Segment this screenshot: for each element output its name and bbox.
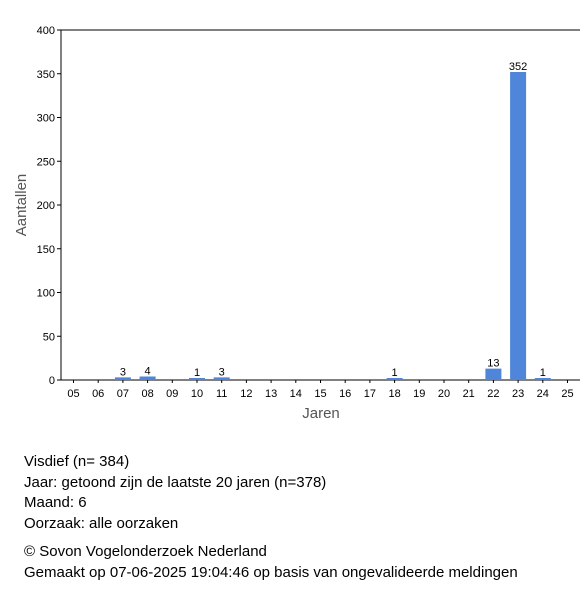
x-tick-label: 05 bbox=[67, 388, 80, 400]
y-tick-label: 300 bbox=[36, 112, 55, 125]
bar bbox=[510, 72, 526, 380]
x-tick-label: 19 bbox=[413, 388, 426, 400]
x-tick-label: 12 bbox=[240, 388, 253, 400]
x-tick-label: 07 bbox=[116, 388, 130, 400]
bar bbox=[485, 369, 501, 380]
x-tick-label: 23 bbox=[511, 388, 525, 400]
y-axis-title: Aantallen bbox=[13, 173, 30, 237]
data-label: 1 bbox=[391, 367, 398, 379]
y-tick-label: 350 bbox=[36, 68, 55, 81]
bars bbox=[115, 61, 551, 380]
x-tick-label: 13 bbox=[264, 388, 278, 400]
x-tick-label: 22 bbox=[487, 388, 500, 400]
x-tick-label: 20 bbox=[437, 388, 451, 400]
month-line: Maand: 6 bbox=[24, 494, 87, 511]
y-tick-label: 100 bbox=[36, 287, 55, 300]
y-tick-label: 150 bbox=[36, 243, 55, 256]
x-tick-label: 24 bbox=[536, 388, 549, 400]
x-tick-label: 16 bbox=[339, 388, 352, 400]
generated-line: Gemaakt op 07-06-2025 19:04:46 op basis van ongevalideerde meldingen bbox=[24, 563, 518, 581]
x-tick-label: 14 bbox=[289, 388, 302, 400]
y-tick-label: 50 bbox=[42, 331, 55, 344]
x-tick-label: 15 bbox=[314, 388, 327, 400]
x-tick-label: 17 bbox=[363, 388, 377, 400]
x-tick-label: 25 bbox=[561, 388, 574, 400]
data-label: 352 bbox=[508, 61, 528, 73]
y-tick-label: 0 bbox=[48, 375, 55, 387]
x-tick-label: 10 bbox=[190, 388, 204, 400]
y-tick-label: 200 bbox=[36, 200, 55, 212]
data-label: 3 bbox=[218, 366, 225, 379]
x-tick-label: 21 bbox=[462, 388, 475, 400]
y-axis bbox=[37, 25, 580, 387]
x-tick-label: 06 bbox=[92, 388, 105, 400]
x-tick-label: 09 bbox=[166, 388, 179, 400]
data-label: 13 bbox=[487, 357, 500, 370]
copyright-line: © Sovon Vogelonderzoek Nederland bbox=[24, 543, 267, 560]
y-tick-label: 400 bbox=[36, 25, 55, 37]
data-label: 4 bbox=[144, 365, 151, 378]
chart-info bbox=[24, 452, 518, 583]
x-tick-label: 11 bbox=[215, 388, 228, 400]
cause-line: Oorzaak: alle oorzaken bbox=[24, 514, 179, 532]
y-tick-label: 250 bbox=[36, 156, 55, 169]
x-tick-label: 18 bbox=[388, 388, 401, 400]
data-label: 1 bbox=[193, 367, 201, 379]
x-tick-label: 08 bbox=[141, 388, 154, 400]
x-axis-title: Jaren bbox=[302, 405, 340, 422]
species-line: Visdief (n= 384) bbox=[24, 453, 130, 470]
x-axis bbox=[61, 380, 580, 400]
data-label: 1 bbox=[539, 367, 546, 379]
data-label: 3 bbox=[119, 366, 126, 379]
year-line: Jaar: getoond zijn de laatste 20 jaren (n=378) bbox=[24, 473, 327, 491]
